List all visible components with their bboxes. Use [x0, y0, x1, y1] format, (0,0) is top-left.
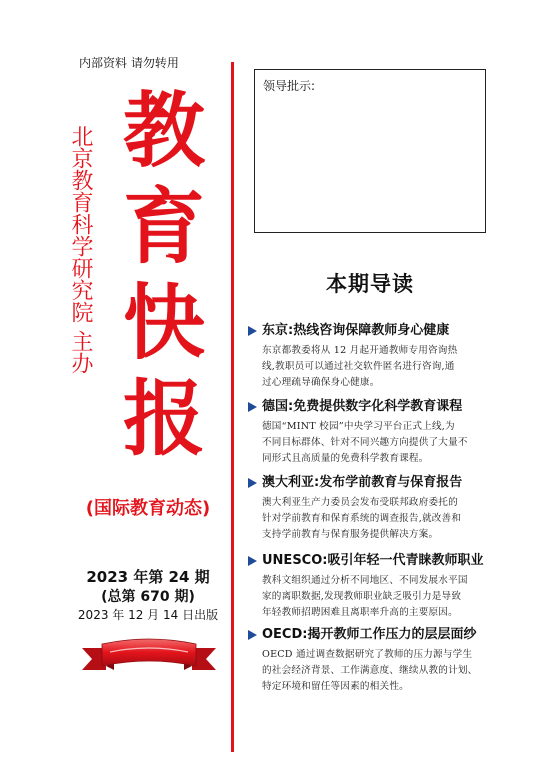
- toc-item: [246, 322, 502, 391]
- toc-item-heading-text: 德国:免费提供数字化科学教育课程: [262, 399, 463, 414]
- toc-item-heading-text: UNESCO:吸引年轻一代青睐教师职业: [262, 553, 484, 568]
- summary-line: 年轻教师招聘困难且离职率升高的主要原因。: [262, 607, 458, 618]
- toc-title: 本期导读: [326, 271, 414, 296]
- toc-item-summary: [246, 573, 502, 621]
- toc-item-summary: [246, 647, 502, 695]
- triangle-bullet-icon: [248, 630, 257, 640]
- summary-line: OECD 通过调查数据研究了教师的压力源与学生: [262, 649, 473, 660]
- vertical-divider: [231, 62, 234, 752]
- issue-total: (总第 670 期): [101, 589, 195, 605]
- summary-line: 澳大利亚生产力委员会发布受联邦政府委托的: [262, 497, 458, 508]
- toc-item-summary: [246, 495, 502, 543]
- issue-number: 2023 年第 24 期: [86, 568, 210, 586]
- toc-item-summary: [246, 343, 502, 391]
- toc-item-heading: [246, 626, 502, 644]
- triangle-bullet-icon: [248, 556, 257, 566]
- leader-approval-box: [254, 69, 486, 233]
- internal-use-note: 内部资料 请勿转用: [79, 56, 179, 70]
- summary-line: 教科文组织通过分析不同地区、不同发展水平国: [262, 575, 468, 586]
- summary-line: 过心理疏导确保身心健康。: [262, 377, 380, 388]
- summary-line: 同形式且高质量的免费科学教育课程。: [262, 453, 429, 464]
- toc-item-heading-text: 东京:热线咨询保障教师身心健康: [262, 323, 450, 338]
- masthead-char-3: 快: [122, 276, 205, 371]
- summary-line: 线,教职员可以通过社交软件匿名进行咨询,通: [262, 361, 455, 372]
- summary-line: 特定环境和留任等因素的相关性。: [262, 681, 409, 692]
- triangle-bullet-icon: [248, 478, 257, 488]
- triangle-bullet-icon: [248, 326, 257, 336]
- subtitle: (国际教育动态): [85, 498, 211, 519]
- ribbon-banner-icon: [80, 630, 218, 680]
- summary-line: 德国“MINT 校园”中央学习平台正式上线,为: [262, 421, 455, 432]
- summary-line: 不同目标群体、针对不同兴趣方向提供了大量不: [262, 437, 468, 448]
- toc-item: [246, 398, 502, 467]
- toc-item-heading: [246, 398, 502, 416]
- summary-line: 支持学前教育与保育服务提供解决方案。: [262, 529, 439, 540]
- summary-line: 东京都教委将从 12 月起开通教师专用咨询热: [262, 345, 458, 356]
- toc-item: [246, 474, 502, 543]
- toc-item-heading-text: OECD:揭开教师工作压力的层层面纱: [262, 627, 477, 642]
- masthead-char-2: 育: [122, 180, 205, 275]
- publisher-vertical: 北京教育科学研究院 主办: [68, 125, 93, 374]
- summary-line: 的社会经济背景、工作满意度、继续从教的计划、: [262, 665, 478, 676]
- summary-line: 家的离职数据,发现教师职业缺乏吸引力是导致: [262, 591, 462, 602]
- toc-item-summary: [246, 419, 502, 467]
- triangle-bullet-icon: [248, 402, 257, 412]
- issue-date: 2023 年 12 月 14 日出版: [77, 608, 219, 622]
- toc-item-heading: [246, 322, 502, 340]
- masthead-char-1: 教: [122, 84, 205, 179]
- toc-item-heading: [246, 474, 502, 492]
- summary-line: 针对学前教育和保育系统的调查报告,就改善和: [262, 513, 462, 524]
- approval-label: 领导批示:: [263, 79, 316, 93]
- toc-item: [246, 626, 502, 695]
- toc-item: [246, 552, 502, 621]
- toc-item-heading: [246, 552, 502, 570]
- toc-item-heading-text: 澳大利亚:发布学前教育与保育报告: [262, 475, 463, 490]
- masthead-char-4: 报: [122, 372, 205, 467]
